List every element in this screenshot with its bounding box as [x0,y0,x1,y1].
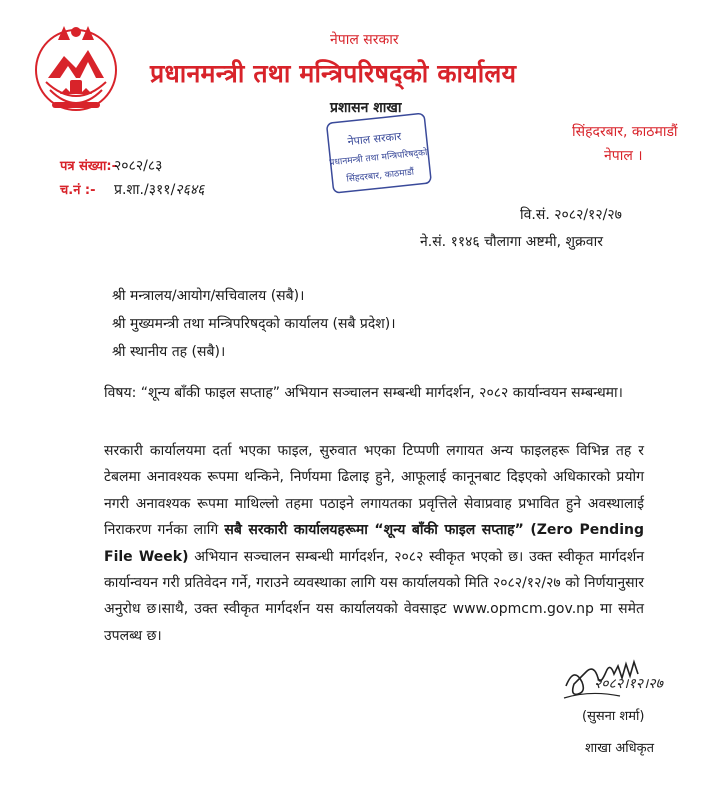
office-name: प्रधानमन्त्री तथा मन्त्रिपरिषद्को कार्यालय [150,59,517,88]
body-part2: अभियान सञ्चालन सम्बन्धी मार्गदर्शन, २०८२ स्वीकृत भएको छ। उक्त स्वीकृत मार्गदर्शन कार्यान्वयन गरी प्रतिवेदन गर्ने, गराउने व्यवस्थाका लागि यस कार्यालयको मिति २०८२/१२/२७ को निर्णयानुसार अनुरोध छ।साथै, उक्त स्वीकृत मार्गदर्शन यस कार्यालयको वेवसाइट [104,548,644,618]
letter-body [104,438,644,649]
chalani-number-value [114,180,204,199]
patra-sankhya-label: पत्र संख्या:- [60,159,117,174]
body-part1: सरकारी कार्यालयमा दर्ता भएका फाइल, सुरुवात भएका टिप्पणी लगायत अन्य फाइलहरू विभिन्न तह र टेबलमा अनावश्यक रूपमा थन्किने, निर्णयमा ढिलाइ हुने, आफूलाई कानूनबाट दिइएको अधिकारको प्रयोग नगरी अनावश्यक रूपमा माथिल्लो तहमा पठाइने लगायतका प्रवृत्तिले सेवाप्रवाह प्रभावित हुने अवस्थालाई निराकरण गर्नका लागि [104,443,644,539]
signature-date: २०८२।१२।२७ [594,676,663,692]
bs-date: वि.सं. २०८२/१२/२७ [520,207,622,223]
chalani-prefix: प्र.शा./३११/ [114,182,176,198]
office-stamp [316,108,444,200]
patra-sankhya-value: २०८२/८३ [114,158,163,174]
stamp-line2: प्रधानमन्त्री तथा मन्त्रिपरिषद्को [328,148,428,169]
signatory-title: शाखा अधिकृत [585,741,655,756]
subject-line: विषय: “शून्य बाँकी फाइल सप्ताह” अभियान सञ्चालन सम्बन्धी मार्गदर्शन, २०८२ कार्यान्वयन सम्बन्धमा। [104,385,623,401]
signatory-name: (सुसना शर्मा) [582,709,645,724]
website-link[interactable]: www.opmcm.gov.np [452,601,594,618]
branch-name: प्रशासन शाखा [330,100,402,116]
stamp-line1: नेपाल सरकार [346,129,402,149]
recipient-line: श्री मुख्यमन्त्री तथा मन्त्रिपरिषद्को कार्यालय (सबै प्रदेश)। [112,316,396,332]
government-name: नेपाल सरकार [330,32,399,48]
chalani-number-label: च.नं :- [60,183,96,198]
recipient-line: श्री स्थानीय तह (सबै)। [112,344,226,360]
body-bold: सबै सरकारी कार्यालयहरूमा “शून्य बाँकी फाइल सप्ताह” (Zero Pending File Week) [104,522,644,565]
ns-date: ने.सं. ११४६ चौलागा अष्टमी, शुक्रवार [420,234,603,250]
address-line2: नेपाल । [604,148,643,164]
chalani-handwritten: २६४६ [175,182,205,198]
body-part3: मा समेत उपलब्ध छ। [104,601,644,644]
stamp-line3: सिंहदरबार, काठमाडौं [346,167,415,185]
recipient-line: श्री मन्त्रालय/आयोग/सचिवालय (सबै)। [112,288,305,304]
nepal-emblem-icon [30,20,122,120]
address-line1: सिंहदरबार, काठमाडौं [572,124,678,140]
